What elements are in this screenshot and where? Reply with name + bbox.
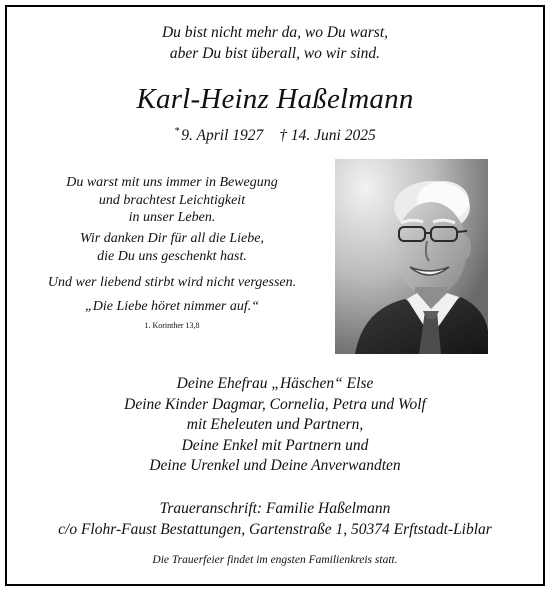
- verse-line: und brachtest Leichtigkeit: [98, 192, 246, 208]
- verse-stanza-3: Und wer liebend stirbt wird nicht vergessen.: [47, 275, 297, 290]
- motto: [0, 22, 550, 64]
- mourning-address: [0, 499, 550, 540]
- verse-stanza-1: [28, 174, 316, 227]
- family-line: Deine Urenkel und Deine Anverwandten: [149, 457, 401, 474]
- family-line: Deine Kinder Dagmar, Cornelia, Petra und Wolf: [124, 395, 426, 413]
- verse-stanza-2: [28, 230, 316, 265]
- deceased-name: Karl-Heinz Haßelmann: [136, 83, 414, 115]
- verse-line: die Du uns geschenkt hast.: [97, 248, 247, 264]
- death-date: † 14. Juni 2025: [279, 127, 376, 144]
- bible-reference: 1. Korinther 13,8: [144, 321, 200, 330]
- portrait-photo: [335, 159, 488, 354]
- funeral-note: Die Trauerfeier findet im engsten Familienkreis statt.: [152, 554, 398, 566]
- birth-symbol: *: [174, 126, 180, 137]
- birth-date: 9. April 1927: [181, 127, 264, 144]
- portrait-illustration: [335, 159, 488, 354]
- family-line: Deine Ehefrau „Häschen“ Else: [176, 375, 374, 392]
- motto-line: aber Du bist überall, wo wir sind.: [169, 45, 381, 62]
- bible-quote: „Die Liebe höret nimmer auf.“: [84, 299, 260, 314]
- family-line: Deine Enkel mit Partnern und: [181, 436, 369, 454]
- life-dates: [0, 122, 550, 146]
- address-line: Traueranschrift: Familie Haßelmann: [159, 500, 391, 517]
- verse-line: Du warst mit uns immer in Bewegung: [66, 175, 278, 190]
- address-line: c/o Flohr-Faust Bestattungen, Gartenstraße 1, 50374 Erftstadt-Liblar: [58, 520, 492, 538]
- verse-line: in unser Leben.: [128, 210, 216, 225]
- family-list: [0, 374, 550, 477]
- motto-line: Du bist nicht mehr da, wo Du warst,: [161, 24, 389, 41]
- verse-line: Wir danken Dir für all die Liebe,: [80, 231, 264, 246]
- family-line: mit Eheleuten und Partnern,: [186, 416, 364, 433]
